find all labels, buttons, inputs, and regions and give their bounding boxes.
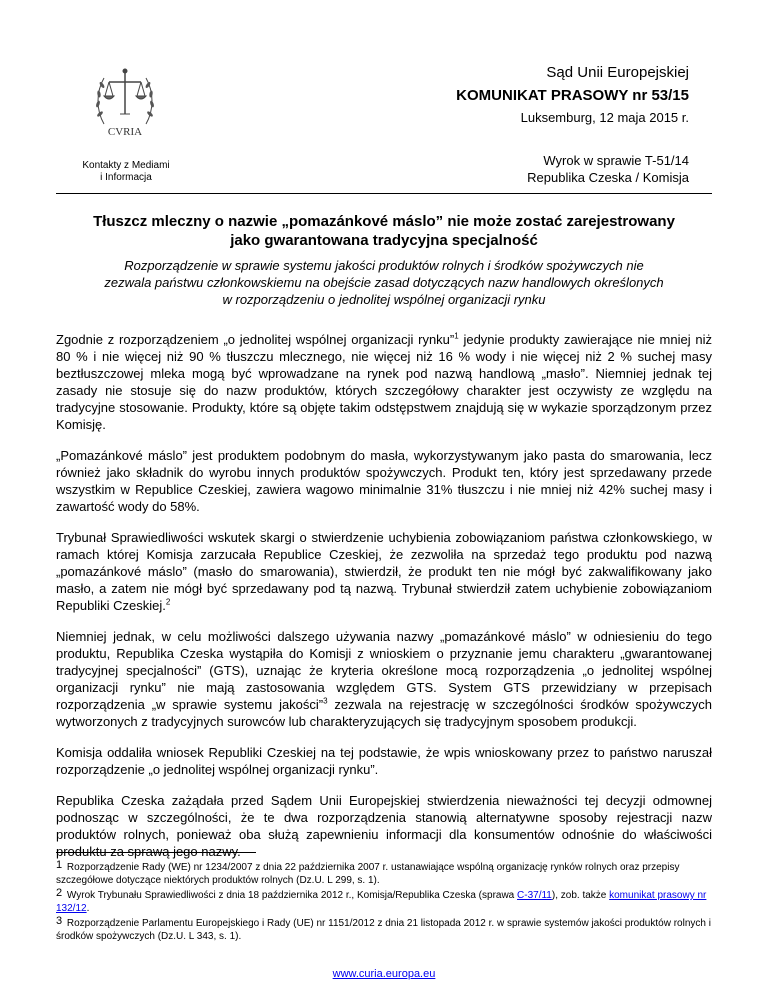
footnote-divider bbox=[56, 852, 256, 853]
place-date: Luksemburg, 12 maja 2015 r. bbox=[520, 110, 689, 125]
footnote-2: 2 Wyrok Trybunału Sprawiedliwości z dnia 18 października 2012 r., Komisja/Republika Czeska (sprawa C-37/11), zob. także komunikat prasowy nr 132/12. bbox=[56, 887, 707, 914]
footer bbox=[0, 968, 768, 980]
footnote-1: 1 Rozporządzenie Rady (WE) nr 1234/2007 z dnia 22 października 2007 r. ustanawiające wspólną organizację rynków rolnych oraz przepisy szczegółowe dotyczące niektórych produktów rolnych (Dz.U. L 299, s. 1). bbox=[56, 859, 680, 886]
press-release-link[interactable]: komunikat prasowy nr 132/12 bbox=[56, 890, 707, 914]
footnote-ref-1: 1 bbox=[454, 331, 459, 341]
paragraph-4: Niemniej jednak, w celu możliwości dalszego używania nazwy „pomazánkové máslo” w odniesieniu do tego produktu, Republika Czeska wystąpiła do Komisji z wnioskiem o przyznanie jemu charakteru „gwarantowanej tradycyjnej specjalności” (GTS), uznając że kryteria określone mocą rozporządzenia „o jednolitej wspólnej organizacji rynku” nie mają zastosowania względem GTS. System GTS przewidziany w przepisach rozporządzenia „w sprawie systemu jakości”$^3$ zezwala na rejestrację w szczególności środków spożywczych wytworzonych z tradycyjnych surowców lub charakteryzujących się tradycyjnym sposobem produkcji. bbox=[56, 629, 713, 729]
title-line-2: jako gwarantowana tradycyjna specjalność bbox=[230, 232, 538, 249]
footnotes bbox=[56, 859, 712, 943]
judgment-parties: Republika Czeska / Komisja bbox=[527, 170, 689, 185]
scales-of-justice-icon bbox=[90, 62, 160, 157]
paragraph-1: Zgodnie z rozporządzeniem „o jednolitej wspólnej organizacji rynku”$^1$ jedynie produkty zawierające nie mniej niż 80 % i nie więcej niż 90 % tłuszczu mlecznego, nie więcej niż 16 % wody i nie więcej niż 2 % suchej masy beztłuszczowej mleka mogą być wprowadzane na rynek pod nazwą handlową „masło”. Niemniej jednak tej zasady nie stosuje się do nazw produktów, których szczegółowy charakter jest oczywisty ze względu na tradycyjne stosowanie. Produkty, które są objęte takim odstępstwem znajdują się w wykazie sporządzonym przez Komisję. bbox=[56, 331, 713, 432]
paragraph-3: Trybunał Sprawiedliwości wskutek skargi o stwierdzenie uchybienia zobowiązaniom państwa członkowskiego, w ramach której Komisja zarzucała Republice Czeskiej, że zezwoliła na sprzedaż tego produktu pod nazwą „pomazánkové máslo” (masło do smarowania), stwierdził, że produkt ten nie mógł być zakwalifikowany jako masło, a zatem nie mógł być sprzedawany pod tą nazwą. Trybunał stwierdził zatem uchybienie zobowiązaniom Republiki Czeskiej.$^2$ bbox=[56, 530, 712, 613]
press-release-number: KOMUNIKAT PRASOWY nr 53/15 bbox=[456, 87, 689, 104]
svg-text:CVRIA: CVRIA bbox=[107, 126, 143, 138]
subtitle-line-1: Rozporządzenie w sprawie systemu jakości produktów rolnych i środków spożywczych nie bbox=[124, 258, 644, 273]
body-text bbox=[56, 331, 712, 874]
contacts-line-2: i Informacja bbox=[100, 172, 152, 183]
case-link[interactable]: C-37/11 bbox=[517, 890, 552, 901]
page-title bbox=[56, 212, 712, 250]
footnote-ref-3: 3 bbox=[323, 696, 328, 706]
header-divider bbox=[56, 193, 712, 194]
judgment-case: Wyrok w sprawie T-51/14 bbox=[543, 153, 689, 168]
court-name: Sąd Unii Europejskiej bbox=[546, 64, 689, 81]
title-line-1: Tłuszcz mleczny o nazwie „pomazánkové máslo” nie może zostać zarejestrowany bbox=[93, 213, 675, 230]
footnote-3: 3 Rozporządzenie Parlamentu Europejskiego i Rady (UE) nr 1151/2012 z dnia 21 listopada 2012 r. w sprawie systemów jakości produktów rolnych i środków spożywczych (Dz.U. L 343, s. 1). bbox=[56, 915, 711, 942]
media-contacts bbox=[56, 160, 196, 184]
website-link[interactable]: www.curia.europa.eu bbox=[332, 968, 436, 980]
paragraph-5: Komisja oddaliła wniosek Republiki Czeskiej na tej podstawie, że wpis wnioskowany przez to państwo naruszał rozporządzenie „o jednolitej wspólnej organizacji rynku”. bbox=[56, 745, 712, 777]
curia-logo bbox=[90, 62, 160, 157]
subtitle-line-2: zezwala państwu członkowskiemu na obejście zasad dotyczących nazw handlowych określonych bbox=[104, 275, 664, 290]
paragraph-6: Republika Czeska zażądała przed Sądem Unii Europejskiej stwierdzenia nieważności tej decyzji odmownej podnosząc w szczególności, że te dwa rozporządzenia stanowią alternatywne sposoby rejestracji nazw produktów rolnych, ponieważ oba służą zapewnieniu informacji dla konsumentów odnośnie do właściwości produktu za sprawą jego nazwy. bbox=[56, 793, 712, 859]
subtitle bbox=[56, 257, 712, 308]
footnote-ref-2: 2 bbox=[165, 597, 171, 607]
paragraph-2: „Pomazánkové máslo” jest produktem podobnym do masła, wykorzystywanym jako pasta do smarowania, lecz również jako składnik do wyrobu innych produktów spożywczych. Produkt ten, który jest sprzedawany przede wszystkim w Republice Czeskiej, zawiera wagowo minimalnie 31% tłuszczu i nie mniej niż 42% suchej masy i zawartość wody do 58%. bbox=[56, 448, 712, 514]
subtitle-line-3: w rozporządzeniu o jednolitej wspólnej organizacji rynku bbox=[222, 292, 546, 307]
judgment-info bbox=[527, 152, 689, 186]
contacts-line-1: Kontakty z Mediami bbox=[82, 160, 170, 171]
